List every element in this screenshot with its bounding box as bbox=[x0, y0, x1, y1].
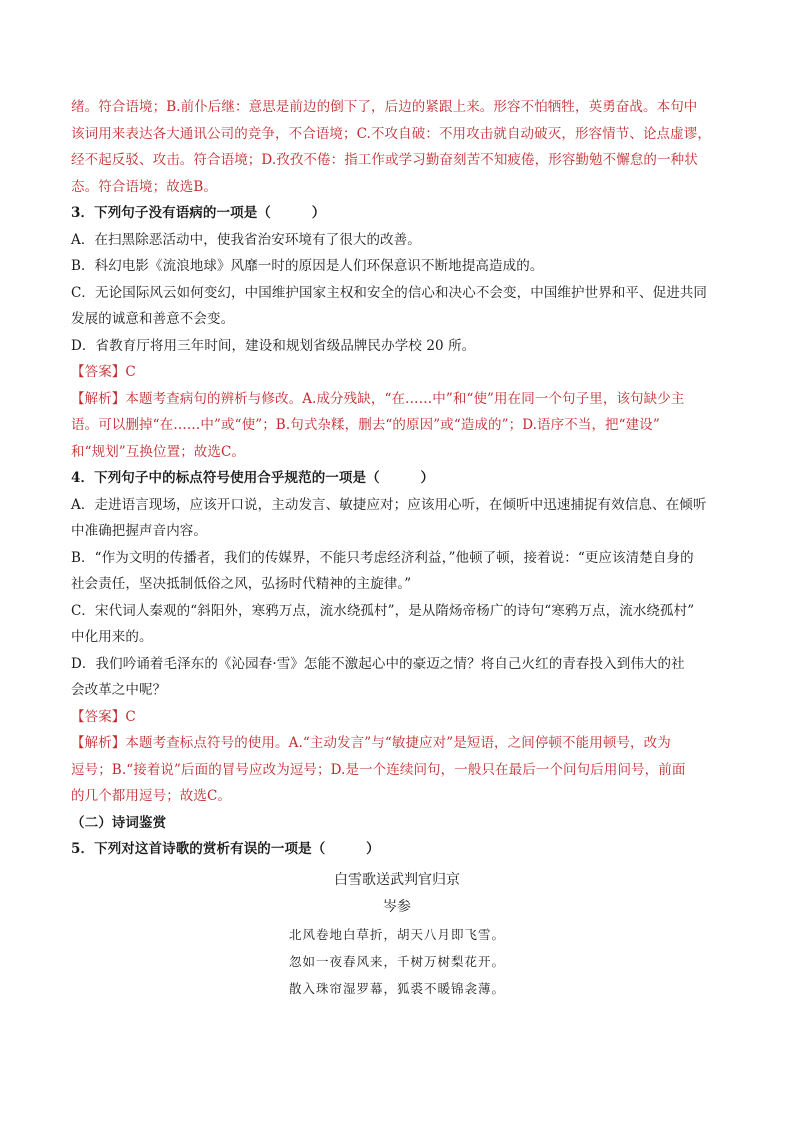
question-3-analysis-line: 和“规划”互换位置；故选C。 bbox=[71, 443, 246, 460]
intro-line: 经不起反驳、攻击。符合语境；D.孜孜不倦：指工作或学习勤奋刻苦不知疲倦，形容勤勉不懈怠的一种状 bbox=[71, 152, 698, 168]
document-page bbox=[71, 94, 723, 1002]
poem-line: 忽如一夜春风来，千树万树梨花开。 bbox=[288, 953, 505, 969]
question-3-analysis-line: 语。可以删掉“在……中”或“使”；B.句式杂糅，删去“的原因”或“造成的”；D.语序不当，把“建设” bbox=[71, 417, 660, 433]
question-4-analysis-line: 的几个都用逗号；故选C。 bbox=[71, 788, 232, 804]
poem-line: 散入珠帘湿罗幕，狐裘不暖锦衾薄。 bbox=[288, 980, 505, 996]
analysis-label: 【解析】 bbox=[71, 735, 126, 751]
question-4-option-c-cont: 中化用来的。 bbox=[71, 629, 153, 645]
poem-line: 北风卷地白草折，胡天八月即飞雪。 bbox=[288, 926, 505, 942]
poem-author: 岑参 bbox=[383, 898, 411, 915]
question-4-option-b-cont: 社会责任，坚决抵制低俗之风，弘扬时代精神的主旋律。” bbox=[71, 576, 412, 592]
answer-value: C bbox=[125, 708, 136, 725]
section-heading: （二）诗词鉴赏 bbox=[71, 814, 167, 831]
analysis-text: 本题考查标点符号的使用。A.“主动发言”与“敏捷应对”是短语，之间停顿不能用顿号，改为 bbox=[125, 735, 671, 751]
answer-value: C bbox=[125, 364, 136, 380]
question-4-answer bbox=[71, 704, 723, 731]
answer-label: 【答案】 bbox=[71, 708, 126, 725]
question-3-option-c-cont: 发展的诚意和善意不会变。 bbox=[71, 311, 235, 327]
analysis-label: 【解析】 bbox=[71, 390, 126, 407]
question-5-stem: 5．下列对这首诗歌的赏析有误的一项是（ ） bbox=[71, 841, 380, 857]
question-4-option-d: D．我们吟诵着毛泽东的《沁园春·雪》怎能不激起心中的豪迈之情？将自己火红的青春投入到伟大的社 bbox=[71, 655, 685, 672]
question-3-answer bbox=[71, 359, 723, 386]
poem-title: 白雪歌送武判官归京 bbox=[334, 871, 460, 888]
question-4-option-c: C．宋代词人秦观的“斜阳外，寒鸦万点，流水绕孤村”，是从隋炀帝杨广的诗句“寒鸦万点，流水绕孤村” bbox=[71, 602, 695, 619]
question-4-option-b: B．“作为文明的传播者，我们的传媒界，不能只考虑经济利益，”他顿了顿，接着说：“更应该清楚自身的 bbox=[71, 549, 694, 566]
question-3-option-c: C．无论国际风云如何变幻，中国维护国家主权和安全的信心和决心不会变，中国维护世界和平、促进共同 bbox=[71, 284, 708, 301]
question-4-option-a-cont: 中准确把握声音内容。 bbox=[71, 523, 207, 539]
analysis-text: 本题考查病句的辨析与修改。A.成分残缺，“在……中”和“使”用在同一个句子里，该句缺少主 bbox=[125, 390, 685, 407]
question-3-analysis bbox=[71, 386, 723, 413]
question-3-option-a: A．在扫黑除恶活动中，使我省治安环境有了很大的改善。 bbox=[71, 231, 421, 248]
answer-label: 【答案】 bbox=[71, 364, 126, 380]
question-4-stem: 4．下列句子中的标点符号使用合乎规范的一项是（ ） bbox=[71, 470, 435, 486]
intro-line: 绪。符合语境；B.前仆后继：意思是前边的倒下了，后边的紧跟上来。形容不怕牺牲，英勇奋战。本句中 bbox=[71, 99, 698, 115]
question-4-option-a: A．走进语言现场，应该开口说，主动发言、敏捷应对；应该用心听，在倾听中迅速捕捉有效信息、在倾听 bbox=[71, 496, 707, 513]
question-4-option-d-cont: 会改革之中呢？ bbox=[71, 682, 167, 698]
question-4-analysis bbox=[71, 730, 723, 757]
question-3-option-d: D．省教育厅将用三年时间，建设和规划省级品牌民办学校 20 所。 bbox=[71, 337, 476, 354]
intro-line: 该词用来表达各大通讯公司的竞争，不合语境；C.不攻自破：不用攻击就自动破灭，形容情节、论点虚谬， bbox=[71, 125, 711, 142]
question-4-analysis-line: 逗号；B.“接着说”后面的冒号应改为逗号；D.是一个连续问句，一般只在最后一个问句后用问号，前面 bbox=[71, 761, 686, 778]
question-3-option-b: B．科幻电影《流浪地球》风靡一时的原因是人们环保意识不断地提高造成的。 bbox=[71, 258, 544, 274]
poem bbox=[71, 867, 723, 1002]
question-3-stem: 3．下列句子没有语病的一项是（ ） bbox=[71, 205, 326, 221]
intro-line: 态。符合语境；故选B。 bbox=[71, 178, 218, 195]
